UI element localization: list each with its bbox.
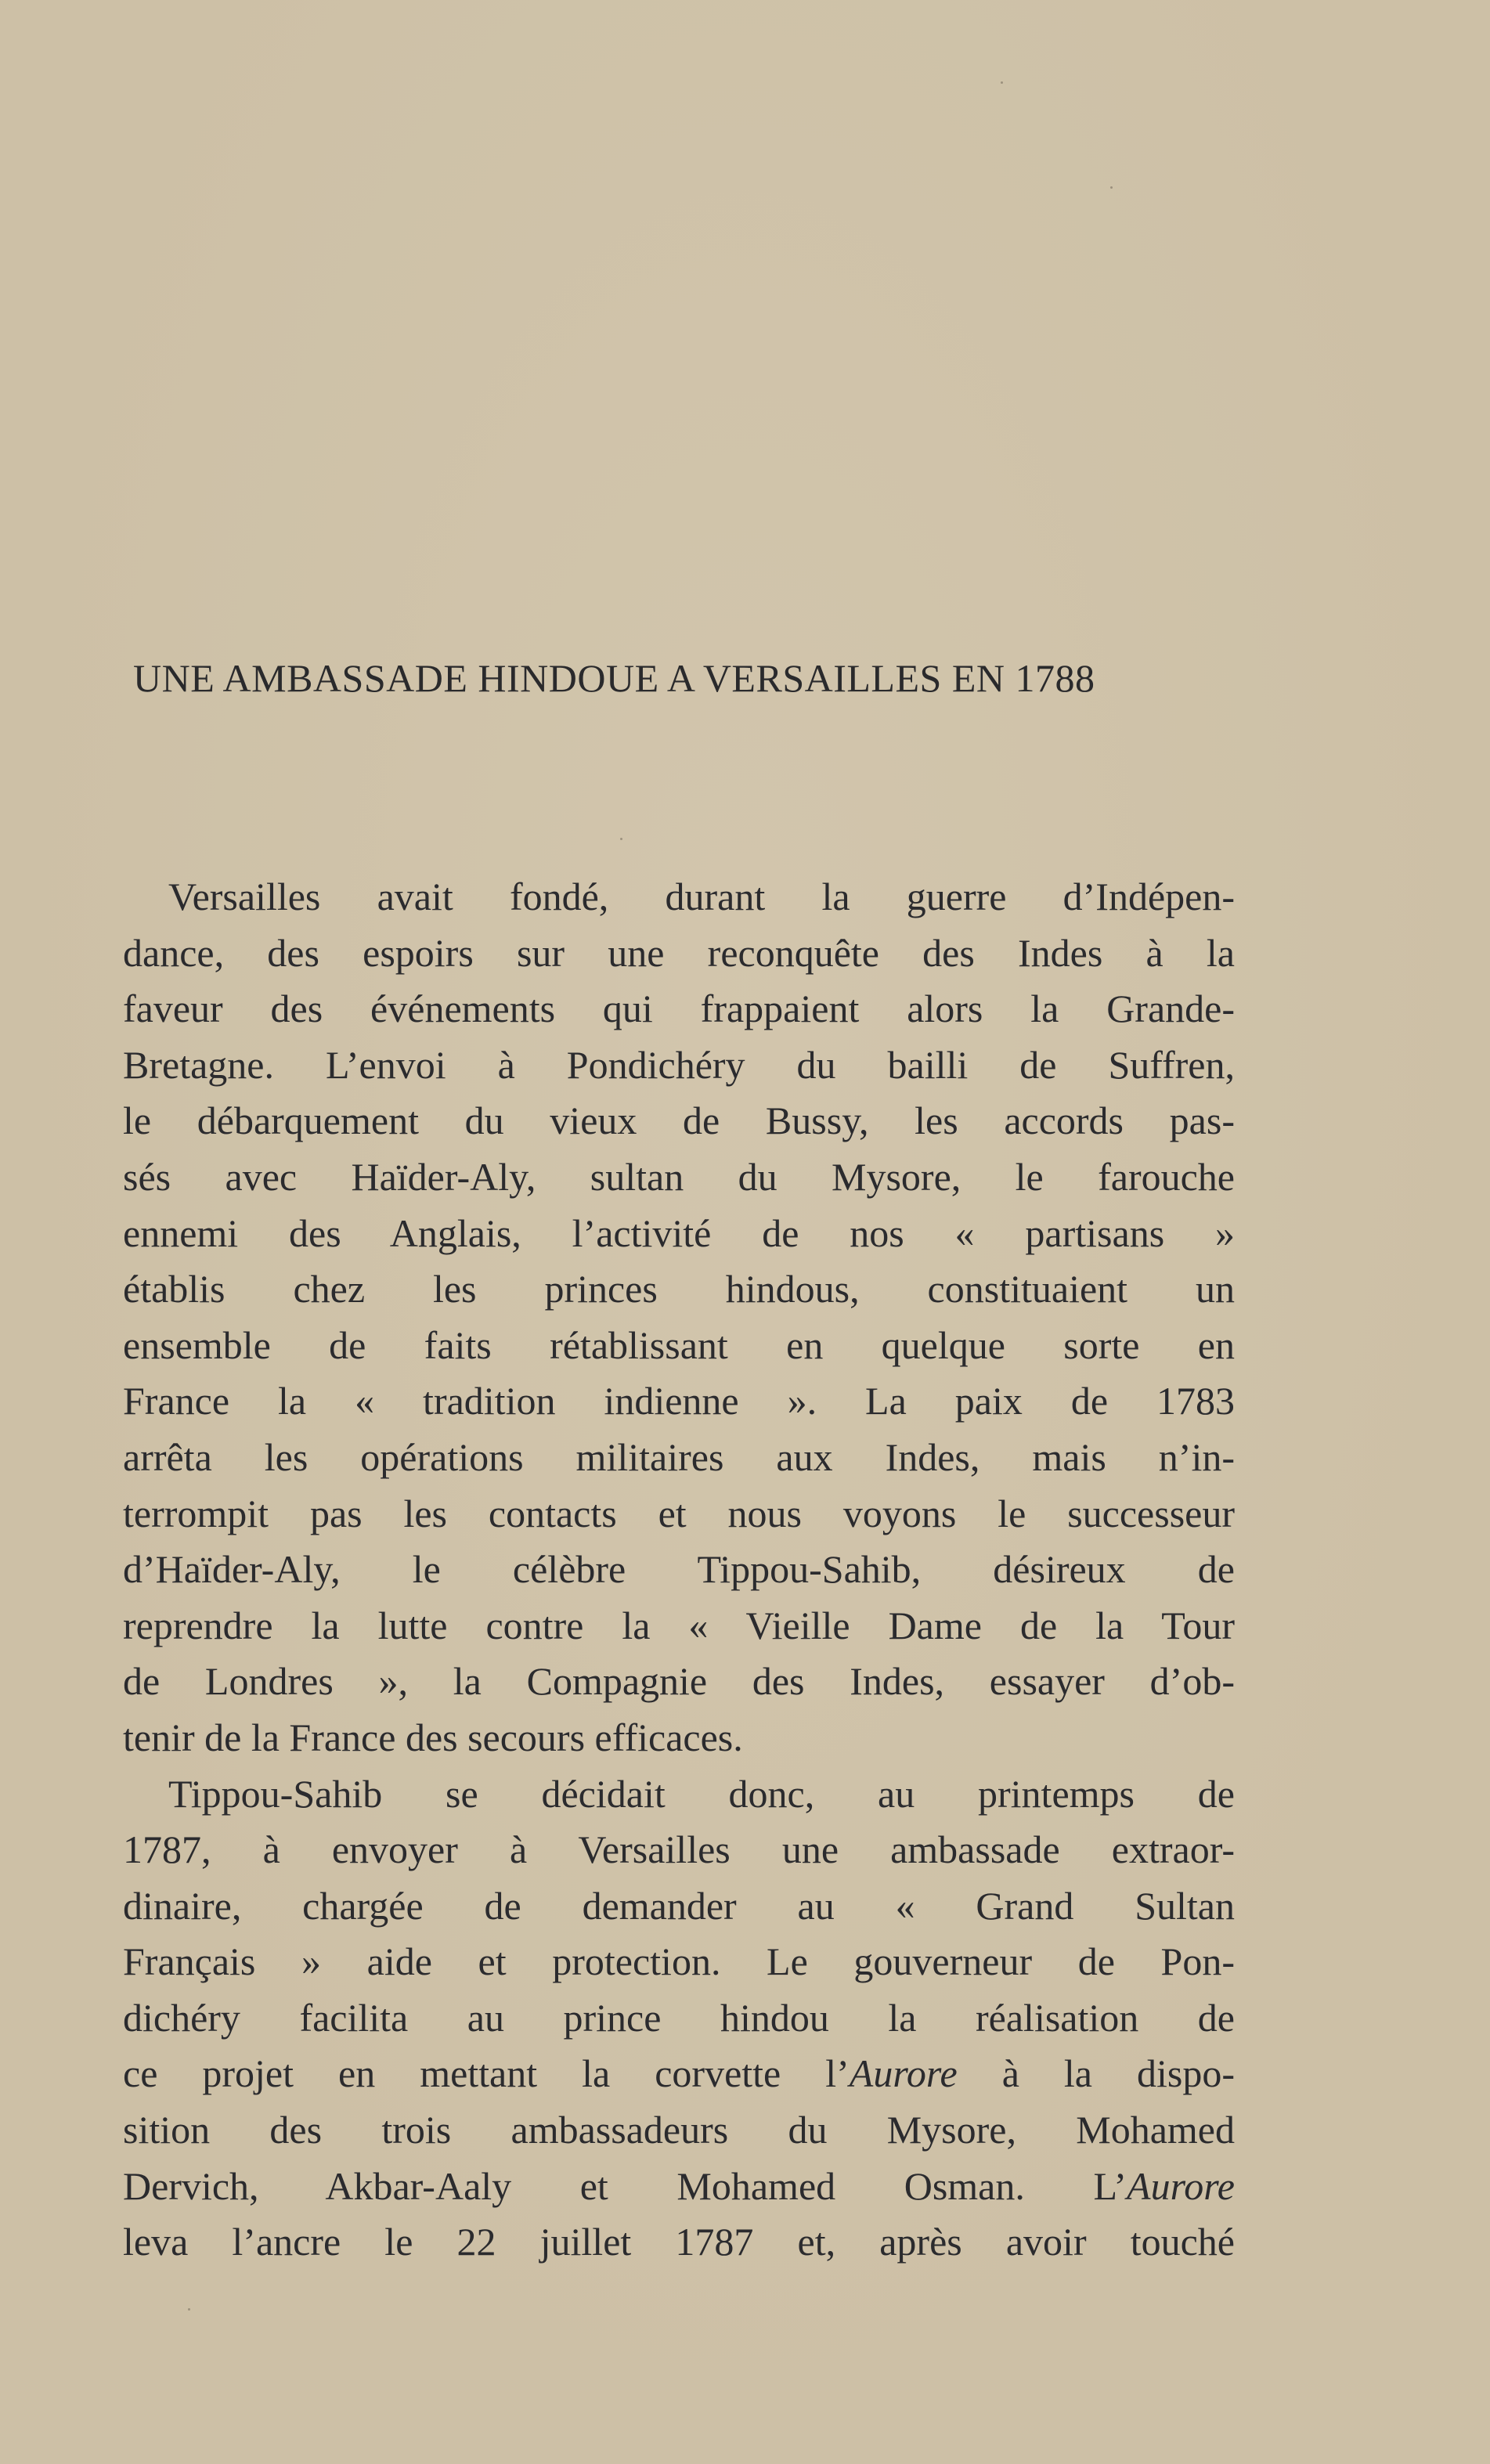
paper-speck [620, 838, 622, 840]
text-line: Bretagne. L’envoi à Pondichéry du bailli de Suffren, [123, 1042, 1235, 1087]
text-line [123, 2046, 1235, 2102]
text-line: de Londres », la Compagnie des Indes, essayer d’ob- [123, 1659, 1235, 1704]
text-line: sition des trois ambassadeurs du Mysore, Mohamed [123, 2108, 1235, 2152]
text-line: le débarquement du vieux de Bussy, les accords pas- [123, 1099, 1235, 1143]
text-line: 1787, à envoyer à Versailles une ambassade extraor- [123, 1827, 1235, 1872]
paper-speck [188, 2308, 190, 2311]
text-line [123, 2159, 1235, 2215]
paper-speck [1001, 81, 1003, 84]
text-line: terrompit pas les contacts et nous voyons le successeur [123, 1491, 1235, 1535]
text-line: arrêta les opérations militaires aux Indes, mais n’in- [123, 1434, 1235, 1479]
text-line: dichéry facilita au prince hindou la réalisation de [123, 1995, 1235, 2040]
text-line: Tippou-Sahib se décidait donc, au printemps de [168, 1771, 1235, 1816]
text-line: Français » aide et protection. Le gouverneur de Pon- [123, 1939, 1235, 1984]
text-segment: ce projet en mettant la corvette l’ [123, 2051, 850, 2096]
text-line: dinaire, chargée de demander au « Grand Sultan [123, 1883, 1235, 1928]
text-line: reprendre la lutte contre la « Vieille Dame de la Tour [123, 1603, 1235, 1647]
paper-speck [1110, 186, 1113, 189]
text-line: France la « tradition indienne ». La paix de 1783 [123, 1379, 1235, 1423]
text-line: tenir de la France des secours efficaces. [123, 1715, 743, 1759]
text-line: ensemble de faits rétablissant en quelque sorte en [123, 1322, 1235, 1367]
text-line: sés avec Haïder-Aly, sultan du Mysore, le farouche [123, 1154, 1235, 1199]
text-segment: Dervich, Akbar-Aaly et Mohamed Osman. L’ [123, 2163, 1127, 2208]
text-line: d’Haïder-Aly, le célèbre Tippou-Sahib, désireux de [123, 1547, 1235, 1592]
text-line: Versailles avait fondé, durant la guerre d’Indépen- [168, 875, 1235, 918]
text-segment: à la dispo- [957, 2051, 1236, 2096]
text-line: établis chez les princes hindous, constituaient un [123, 1267, 1235, 1311]
chapter-title: UNE AMBASSADE HINDOUE A VERSAILLES EN 1788 [133, 656, 1095, 700]
ship-name-italic: Aurore [849, 2051, 958, 2096]
text-line: ennemi des Anglais, l’activité de nos « partisans » [123, 1210, 1235, 1255]
text-line: leva l’ancre le 22 juillet 1787 et, après avoir touché [123, 2220, 1235, 2264]
body-text [123, 869, 1235, 2271]
text-line: dance, des espoirs sur une reconquête des Indes à la [123, 930, 1235, 975]
ship-name-italic: Aurore [1127, 2163, 1235, 2208]
text-line: faveur des événements qui frappaient alors la Grande- [123, 987, 1235, 1031]
